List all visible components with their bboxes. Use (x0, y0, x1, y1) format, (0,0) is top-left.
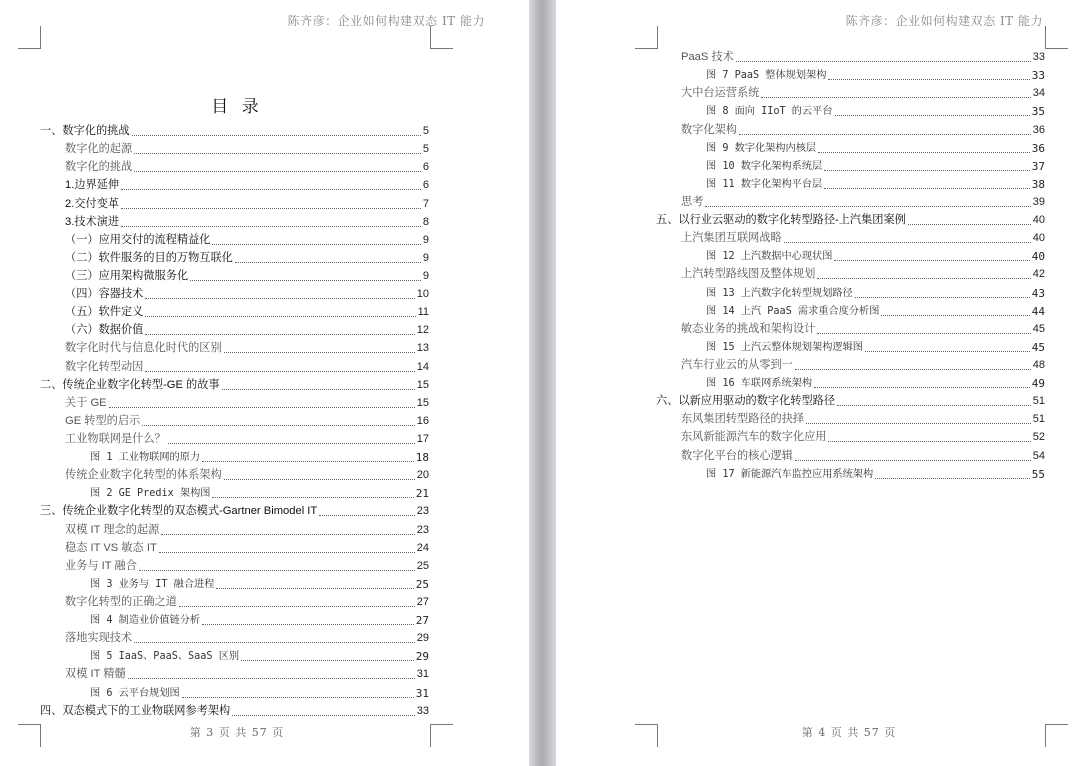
toc-entry-title: 图 9 数字化架构内核层 (706, 142, 817, 154)
toc-leader-dots (817, 333, 1030, 334)
toc-leader-dots (817, 278, 1030, 279)
toc-leader-dots (202, 624, 414, 625)
toc-leader-dots (168, 443, 415, 444)
toc-entry-page-number: 40 (1032, 232, 1045, 245)
toc-entry[interactable] (656, 318, 1045, 336)
toc-entry[interactable] (656, 444, 1045, 462)
toc-entry-title: 数字化的挑战 (65, 161, 133, 174)
toc-entry-page-number: 27 (416, 595, 429, 608)
toc-entry-page-number: 52 (1032, 431, 1045, 444)
toc-entry-page-number: 29 (415, 650, 429, 664)
toc-leader-dots (739, 134, 1031, 135)
toc-leader-dots (835, 115, 1030, 116)
toc-entry-page-number: 8 (422, 215, 429, 228)
toc-entry[interactable] (40, 410, 429, 428)
toc-entry-title: 3.技术演进 (65, 215, 120, 228)
toc-entry-page-number: 5 (422, 125, 429, 138)
toc-entry[interactable] (40, 591, 429, 609)
toc-entry-page-number: 10 (416, 288, 429, 301)
toc-entry-page-number: 33 (1031, 69, 1045, 83)
toc-entry[interactable] (40, 247, 429, 265)
crop-mark-top-left (635, 26, 658, 49)
toc-entry-page-number: 48 (1032, 358, 1045, 371)
toc-entry[interactable] (656, 64, 1045, 82)
toc-entry-page-number: 35 (1031, 105, 1045, 119)
toc-entry[interactable] (40, 627, 429, 645)
toc-entry[interactable] (40, 609, 429, 627)
toc-entry[interactable] (40, 192, 429, 210)
toc-entry[interactable] (656, 46, 1045, 64)
toc-leader-dots (795, 460, 1031, 461)
toc-entry-title: 1.边界延伸 (65, 179, 120, 192)
toc-leader-dots (202, 461, 414, 462)
toc-entry-page-number: 55 (1031, 467, 1045, 481)
toc-entry-page-number: 20 (416, 469, 429, 482)
toc-entry[interactable] (656, 227, 1045, 245)
toc-entry-title: 稳态 IT VS 敏态 IT (65, 541, 157, 554)
toc-entry-page-number: 16 (416, 414, 429, 427)
toc-entry-page-number: 40 (1032, 214, 1045, 227)
toc-entry-title: 一、数字化的挑战 (40, 125, 130, 138)
toc-entry-title: 关于 GE (65, 396, 107, 409)
toc-entry-title: 图 8 面向 IIoT 的云平台 (706, 106, 833, 118)
toc-entry[interactable] (40, 428, 429, 446)
toc-leader-dots (824, 188, 1030, 189)
toc-leader-dots (121, 208, 421, 209)
toc-entry[interactable] (40, 681, 429, 699)
toc-entry[interactable] (656, 209, 1045, 227)
toc-entry-title: 图 11 数字化架构平台层 (706, 178, 823, 190)
toc-entry-page-number: 42 (1032, 268, 1045, 281)
toc-entry-page-number: 33 (1032, 51, 1045, 64)
toc-entry-page-number: 17 (416, 432, 429, 445)
toc-entry[interactable] (40, 301, 429, 319)
toc-leader-dots (837, 405, 1031, 406)
toc-entry-page-number: 11 (417, 306, 429, 319)
toc-entry-title: 数字化的起源 (65, 143, 133, 156)
toc-leader-dots (824, 170, 1030, 171)
toc-entry[interactable] (40, 446, 429, 464)
toc-leader-dots (128, 678, 415, 679)
toc-entry[interactable] (40, 700, 429, 718)
page-footer: 第 4 页 共 57 页 (801, 726, 897, 739)
toc-entry-title: 图 6 云平台规划图 (90, 687, 180, 699)
toc-entry-title: （三）应用架构微服务化 (65, 269, 189, 282)
toc-leader-dots (212, 244, 420, 245)
toc-leader-dots (132, 135, 421, 136)
toc-entry[interactable] (656, 118, 1045, 136)
toc-entry[interactable] (40, 482, 429, 500)
toc-entry[interactable] (656, 390, 1045, 408)
toc-entry-page-number: 9 (422, 269, 429, 282)
toc-entry-page-number: 18 (415, 451, 429, 465)
toc-leader-dots (145, 334, 414, 335)
toc-entry[interactable] (40, 464, 429, 482)
toc-entry-title: 东风新能源汽车的数字化应用 (681, 431, 827, 444)
toc-entry[interactable] (656, 137, 1045, 155)
toc-entry-page-number: 31 (415, 686, 429, 700)
toc-entry[interactable] (656, 408, 1045, 426)
toc-entry[interactable] (40, 283, 429, 301)
toc-entry-page-number: 15 (416, 378, 429, 391)
toc-entry-page-number: 44 (1031, 304, 1045, 318)
toc-entry-title: 三、传统企业数字化转型的双态模式-Gartner Bimodel IT (40, 505, 318, 518)
toc-leader-dots (232, 715, 415, 716)
toc-entry[interactable] (40, 229, 429, 247)
toc-entry-title: 图 5 IaaS、PaaS、SaaS 区别 (90, 651, 240, 663)
document-page-4 (556, 0, 1087, 766)
toc-entry[interactable] (40, 518, 429, 536)
toc-entry-page-number: 51 (1032, 395, 1045, 408)
toc-leader-dots (139, 570, 415, 571)
toc-entry[interactable] (40, 138, 429, 156)
toc-entry-page-number: 23 (416, 505, 429, 518)
page-gutter (529, 0, 556, 766)
toc-leader-dots (828, 79, 1029, 80)
toc-entry[interactable] (656, 463, 1045, 481)
toc-entry-title: 图 2 GE Predix 架构图 (90, 488, 211, 500)
toc-entry[interactable] (656, 281, 1045, 299)
toc-entry[interactable] (656, 173, 1045, 191)
toc-leader-dots (828, 441, 1030, 442)
toc-leader-dots (814, 387, 1030, 388)
toc-entry[interactable] (656, 100, 1045, 118)
toc-entry-page-number: 23 (416, 523, 429, 536)
toc-leader-dots (224, 479, 415, 480)
toc-entry-page-number: 9 (422, 233, 429, 246)
toc-entry-page-number: 6 (422, 179, 429, 192)
toc-entry-title: 大中台运营系统 (681, 87, 760, 100)
toc-leader-dots (121, 226, 421, 227)
toc-entry-title: 东风集团转型路径的抉择 (681, 413, 805, 426)
toc-leader-dots (834, 260, 1029, 261)
toc-leader-dots (795, 369, 1031, 370)
toc-entry-title: 五、以行业云驱动的数字化转型路径-上汽集团案例 (656, 214, 906, 227)
toc-entry-title: 六、以新应用驱动的数字化转型路径 (656, 395, 836, 408)
toc-entry-page-number: 38 (1031, 177, 1045, 191)
toc-leader-dots (134, 171, 421, 172)
toc-entry-page-number: 51 (1032, 413, 1045, 426)
toc-entry[interactable] (40, 555, 429, 573)
toc-entry-title: 上汽集团互联网战略 (681, 232, 782, 245)
toc-leader-dots (109, 407, 415, 408)
toc-entry[interactable] (656, 426, 1045, 444)
toc-entry[interactable] (40, 500, 429, 518)
toc-entry-title: 图 13 上汽数字化转型规划路径 (706, 287, 853, 299)
toc-entry-page-number: 12 (416, 324, 429, 337)
toc-entry-title: 图 7 PaaS 整体规划架构 (706, 70, 827, 82)
toc-entry-page-number: 27 (415, 614, 429, 628)
toc-entry-title: 数字化转型动因 (65, 360, 144, 373)
table-of-contents (656, 46, 1045, 481)
toc-entry-title: 思考 (681, 195, 704, 208)
toc-entry-title: PaaS 技术 (681, 51, 734, 64)
toc-entry-page-number: 45 (1032, 322, 1045, 335)
toc-entry-page-number: 49 (1031, 377, 1045, 391)
toc-entry-page-number: 25 (415, 577, 429, 591)
toc-entry-page-number: 31 (416, 668, 429, 681)
toc-entry-title: 数字化平台的核心逻辑 (681, 449, 793, 462)
toc-leader-dots (145, 298, 414, 299)
toc-entry-title: 数字化架构 (681, 123, 737, 136)
toc-leader-dots (865, 351, 1030, 352)
toc-leader-dots (855, 297, 1030, 298)
toc-entry[interactable] (40, 319, 429, 337)
toc-entry-page-number: 36 (1032, 123, 1045, 136)
toc-entry[interactable] (656, 336, 1045, 354)
toc-entry[interactable] (40, 573, 429, 591)
toc-title: 目 录 (211, 97, 263, 117)
toc-entry-title: 图 1 工业物联网的原力 (90, 452, 201, 464)
toc-entry[interactable] (656, 300, 1045, 318)
toc-entry-title: GE 转型的启示 (65, 414, 141, 427)
toc-entry-page-number: 37 (1031, 159, 1045, 173)
toc-entry-title: （一）应用交付的流程精益化 (65, 233, 211, 246)
toc-leader-dots (190, 280, 421, 281)
toc-entry-page-number: 7 (422, 197, 429, 210)
toc-entry[interactable] (656, 82, 1045, 100)
toc-entry-page-number: 33 (416, 704, 429, 717)
toc-entry-page-number: 29 (416, 632, 429, 645)
toc-entry-title: （五）软件定义 (65, 306, 144, 319)
toc-entry[interactable] (40, 355, 429, 373)
toc-entry[interactable] (656, 372, 1045, 390)
table-of-contents (40, 120, 429, 718)
toc-entry-title: 敏态业务的挑战和架构设计 (681, 322, 816, 335)
toc-entry[interactable] (40, 156, 429, 174)
toc-entry[interactable] (656, 191, 1045, 209)
toc-leader-dots (736, 61, 1031, 62)
toc-entry[interactable] (40, 265, 429, 283)
toc-entry-title: 四、双态模式下的工业物联网参考架构 (40, 704, 231, 717)
toc-entry-page-number: 40 (1031, 250, 1045, 264)
toc-leader-dots (818, 152, 1030, 153)
toc-leader-dots (875, 478, 1030, 479)
toc-entry-title: 图 12 上汽数据中心现状图 (706, 251, 833, 263)
toc-entry-page-number: 9 (422, 251, 429, 264)
toc-leader-dots (222, 389, 415, 390)
toc-entry-page-number: 14 (416, 360, 429, 373)
toc-entry-page-number: 5 (422, 143, 429, 156)
toc-entry-title: 数字化转型的正确之道 (65, 595, 177, 608)
toc-entry[interactable] (656, 263, 1045, 281)
toc-entry-page-number: 21 (415, 487, 429, 501)
toc-entry[interactable] (40, 211, 429, 229)
toc-leader-dots (134, 642, 415, 643)
toc-entry-title: 图 15 上汽云整体规划架构逻辑图 (706, 341, 863, 353)
toc-leader-dots (161, 534, 414, 535)
toc-entry[interactable] (656, 245, 1045, 263)
toc-entry-page-number: 6 (422, 161, 429, 174)
toc-leader-dots (159, 552, 415, 553)
toc-entry[interactable] (40, 537, 429, 555)
toc-entry-page-number: 43 (1031, 286, 1045, 300)
toc-entry-title: 图 10 数字化架构系统层 (706, 160, 823, 172)
toc-entry-page-number: 25 (416, 559, 429, 572)
toc-leader-dots (142, 425, 415, 426)
toc-entry[interactable] (40, 120, 429, 138)
crop-mark-top-right (430, 26, 453, 49)
toc-entry-title: 数字化时代与信息化时代的区别 (65, 342, 222, 355)
toc-entry-title: 工业物联网是什么？ (65, 432, 166, 445)
toc-entry-title: （二）软件服务的目的万物互联化 (65, 251, 233, 264)
toc-leader-dots (761, 97, 1030, 98)
toc-entry-title: 业务与 IT 融合 (65, 559, 137, 572)
toc-leader-dots (182, 697, 414, 698)
toc-entry-title: 传统企业数字化转型的体系架构 (65, 469, 222, 482)
page-footer: 第 3 页 共 57 页 (189, 726, 285, 739)
toc-leader-dots (216, 588, 413, 589)
toc-entry[interactable] (656, 354, 1045, 372)
toc-entry-page-number: 36 (1031, 141, 1045, 155)
toc-entry-title: 2.交付变革 (65, 197, 120, 210)
toc-leader-dots (145, 316, 415, 317)
toc-leader-dots (179, 606, 415, 607)
toc-leader-dots (121, 189, 421, 190)
toc-entry-title: 图 14 上汽 PaaS 需求重合度分析图 (706, 305, 880, 317)
toc-entry[interactable] (40, 663, 429, 681)
toc-entry-title: 图 17 新能源汽车监控应用系统架构 (706, 468, 874, 480)
toc-leader-dots (806, 423, 1031, 424)
toc-entry[interactable] (40, 374, 429, 392)
toc-entry-page-number: 39 (1032, 195, 1045, 208)
toc-entry[interactable] (40, 337, 429, 355)
toc-entry-title: 图 16 车联网系统架构 (706, 378, 813, 390)
toc-leader-dots (705, 206, 1030, 207)
toc-entry-title: 双模 IT 精髓 (65, 668, 126, 681)
toc-entry-title: 二、传统企业数字化转型-GE 的故事 (40, 378, 220, 391)
toc-entry-title: 双模 IT 理念的起源 (65, 523, 160, 536)
toc-leader-dots (224, 352, 415, 353)
toc-leader-dots (881, 315, 1029, 316)
toc-entry-title: （六）数据价值 (65, 324, 144, 337)
toc-leader-dots (319, 515, 415, 516)
page-header: 陈齐彦：企业如何构建双态 IT 能力 (287, 14, 485, 28)
toc-entry-page-number: 45 (1031, 340, 1045, 354)
crop-mark-top-left (18, 26, 41, 49)
toc-leader-dots (235, 262, 421, 263)
document-page-3 (0, 0, 529, 766)
toc-leader-dots (134, 153, 421, 154)
toc-leader-dots (145, 371, 414, 372)
toc-entry[interactable] (40, 645, 429, 663)
crop-mark-top-right (1045, 26, 1068, 49)
toc-entry-page-number: 13 (416, 342, 429, 355)
toc-leader-dots (212, 497, 413, 498)
toc-entry[interactable] (656, 155, 1045, 173)
toc-entry-page-number: 24 (416, 541, 429, 554)
toc-entry-title: 上汽转型路线图及整体规划 (681, 268, 816, 281)
toc-entry-title: 汽车行业云的从零到一 (681, 358, 793, 371)
toc-entry-page-number: 15 (416, 396, 429, 409)
toc-entry-title: 落地实现技术 (65, 632, 133, 645)
toc-entry-title: 图 4 制造业价值链分析 (90, 615, 201, 627)
page-header: 陈齐彦：企业如何构建双态 IT 能力 (845, 14, 1043, 28)
toc-entry[interactable] (40, 392, 429, 410)
toc-entry-title: （四）容器技术 (65, 288, 144, 301)
toc-leader-dots (241, 660, 414, 661)
toc-leader-dots (784, 242, 1031, 243)
toc-entry-title: 图 3 业务与 IT 融合进程 (90, 578, 215, 590)
toc-entry-page-number: 34 (1032, 87, 1045, 100)
toc-leader-dots (908, 224, 1031, 225)
toc-entry[interactable] (40, 174, 429, 192)
toc-entry-page-number: 54 (1032, 449, 1045, 462)
